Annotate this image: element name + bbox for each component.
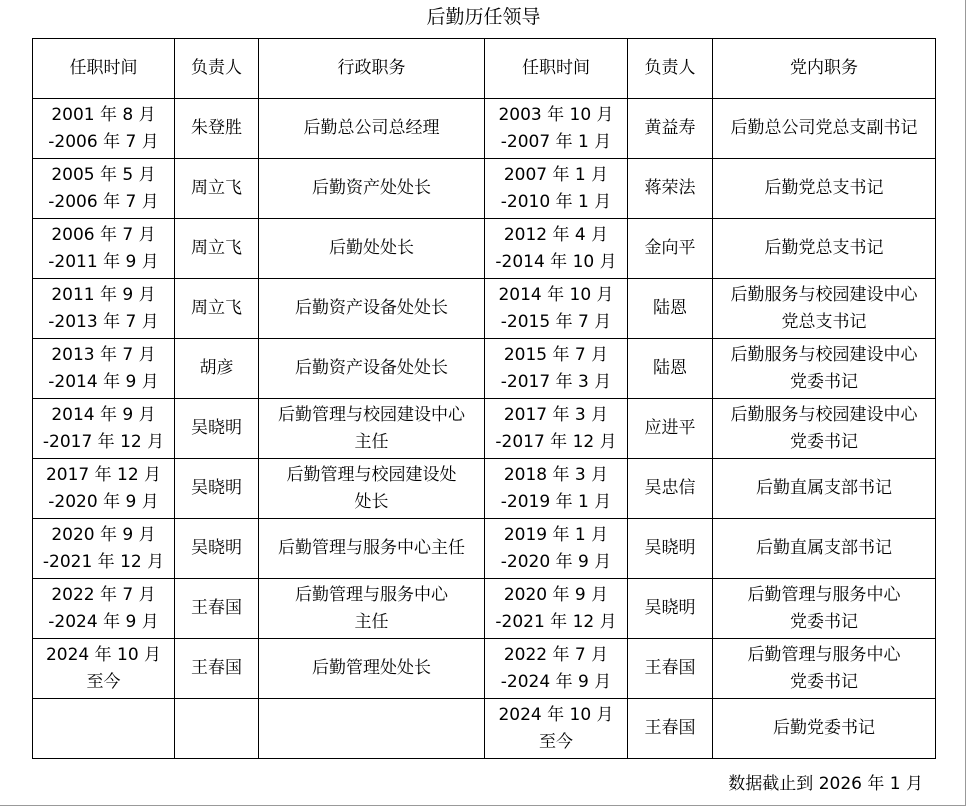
cell-line: -2021 年 12 月: [495, 611, 617, 632]
cell-line: 后勤总公司总经理: [303, 118, 440, 138]
party-time-cell: [485, 279, 628, 339]
party-person-cell: 应进平: [628, 399, 713, 459]
cell-line: 党委书记: [790, 611, 858, 632]
cell-line: 后勤管理与服务中心: [747, 584, 901, 605]
cell-line: 后勤服务与校园建设中心: [730, 284, 918, 305]
admin-time-cell: [33, 279, 175, 339]
cell-line: 后勤服务与校园建设中心: [730, 404, 918, 425]
admin-time-cell: [33, 459, 175, 519]
party-person-cell: 王春国: [628, 639, 713, 699]
cell-line: -2020 年 9 月: [500, 551, 612, 572]
party-time-cell: [485, 579, 628, 639]
cell-line: 至今: [86, 671, 121, 692]
cell-line: -2020 年 9 月: [48, 491, 159, 512]
table-header-row: [33, 39, 936, 99]
table-row: [33, 219, 936, 279]
admin-title-cell: [259, 519, 485, 579]
admin-title-cell: [259, 639, 485, 699]
cell-line: 后勤管理与服务中心: [295, 584, 448, 605]
cell-line: 2014 年 9 月: [51, 404, 156, 425]
cell-line: 2024 年 10 月: [498, 704, 614, 725]
party-time-cell: [485, 219, 628, 279]
cell-line: 后勤资产处处长: [312, 178, 431, 198]
cell-line: 党总支书记: [781, 311, 867, 332]
cell-line: -2015 年 7 月: [500, 311, 612, 332]
cell-line: 后勤直属支部书记: [756, 478, 892, 498]
cell-line: 2018 年 3 月: [503, 464, 609, 485]
party-person-cell: 蒋荣法: [628, 159, 713, 219]
party-person-cell: 黄益寿: [628, 99, 713, 159]
party-person-cell: 吴晓明: [628, 519, 713, 579]
party-time-cell: [485, 519, 628, 579]
party-title-cell: [713, 399, 936, 459]
party-title-cell: [713, 219, 936, 279]
party-title-cell: [713, 459, 936, 519]
cell-line: 2006 年 7 月: [51, 224, 156, 245]
cell-line: -2019 年 1 月: [500, 491, 612, 512]
admin-person-cell: 周立飞: [175, 219, 259, 279]
cell-line: 后勤管理与服务中心: [747, 644, 901, 665]
cell-line: -2011 年 9 月: [48, 251, 159, 272]
cell-line: 2013 年 7 月: [51, 344, 156, 365]
cell-line: 后勤党总支书记: [764, 238, 884, 258]
table-row: [33, 159, 936, 219]
cell-line: 党委书记: [790, 371, 858, 392]
admin-time-cell: [33, 699, 175, 759]
admin-person-cell: 周立飞: [175, 279, 259, 339]
admin-time-cell: [33, 519, 175, 579]
cell-line: 2005 年 5 月: [51, 164, 156, 185]
party-title-cell: [713, 579, 936, 639]
admin-title-cell: [259, 219, 485, 279]
cell-line: 2017 年 3 月: [503, 404, 609, 425]
party-person-cell: 王春国: [628, 699, 713, 759]
cell-line: 2007 年 1 月: [503, 164, 609, 185]
header-party-person: 负责人: [628, 39, 713, 99]
party-title-cell: [713, 519, 936, 579]
cell-line: 2019 年 1 月: [503, 524, 609, 545]
party-person-cell: 金向平: [628, 219, 713, 279]
cell-line: 2003 年 10 月: [498, 104, 614, 125]
cell-line: 后勤管理与服务中心主任: [278, 538, 465, 558]
cell-line: -2006 年 7 月: [48, 191, 159, 212]
header-party-title: 党内职务: [713, 39, 936, 99]
admin-person-cell: 吴晓明: [175, 519, 259, 579]
cell-line: 2022 年 7 月: [51, 584, 156, 605]
data-cutoff-note: 数据截止到 2026 年 1 月: [728, 774, 923, 794]
table-row: [33, 99, 936, 159]
cell-line: 后勤服务与校园建设中心: [730, 344, 918, 365]
table-body: [33, 99, 936, 759]
cell-line: 后勤管理处处长: [312, 658, 431, 678]
cell-line: 2020 年 9 月: [503, 584, 609, 605]
party-title-cell: [713, 639, 936, 699]
cell-line: 2015 年 7 月: [503, 344, 609, 365]
cell-line: 后勤党委书记: [773, 718, 875, 738]
admin-title-cell: [259, 339, 485, 399]
admin-person-cell: 吴晓明: [175, 459, 259, 519]
cell-line: 后勤管理与校园建设处: [286, 464, 457, 485]
admin-title-cell: [259, 279, 485, 339]
cell-line: 处长: [354, 491, 389, 512]
cell-line: -2017 年 12 月: [42, 431, 165, 452]
cell-line: -2006 年 7 月: [48, 131, 159, 152]
cell-line: 2022 年 7 月: [503, 644, 609, 665]
cell-line: 2014 年 10 月: [498, 284, 614, 305]
cell-line: -2013 年 7 月: [48, 311, 159, 332]
party-time-cell: [485, 399, 628, 459]
party-title-cell: [713, 159, 936, 219]
cell-line: -2017 年 12 月: [495, 431, 617, 452]
admin-person-cell: 朱登胜: [175, 99, 259, 159]
party-time-cell: [485, 339, 628, 399]
cell-line: -2014 年 9 月: [48, 371, 159, 392]
cell-line: -2014 年 10 月: [495, 251, 617, 272]
header-admin-person: 负责人: [175, 39, 259, 99]
cell-line: 后勤资产设备处处长: [295, 358, 448, 378]
cell-line: 2012 年 4 月: [503, 224, 609, 245]
header-admin-time: 任职时间: [33, 39, 175, 99]
header-party-time: 任职时间: [485, 39, 628, 99]
admin-person-cell: [175, 699, 259, 759]
table-row: [33, 519, 936, 579]
cell-line: 主任: [354, 431, 389, 452]
party-time-cell: [485, 459, 628, 519]
admin-time-cell: [33, 159, 175, 219]
table-row: [33, 639, 936, 699]
header-admin-title: 行政职务: [259, 39, 485, 99]
party-person-cell: 陆恩: [628, 279, 713, 339]
admin-person-cell: 周立飞: [175, 159, 259, 219]
cell-line: 后勤管理与校园建设中心: [278, 404, 465, 425]
admin-title-cell: [259, 699, 485, 759]
cell-line: 后勤总公司党总支副书记: [730, 118, 918, 138]
admin-person-cell: 王春国: [175, 639, 259, 699]
leaders-table: [32, 38, 936, 759]
table-row: [33, 279, 936, 339]
cell-line: 后勤处处长: [329, 238, 414, 258]
admin-time-cell: [33, 339, 175, 399]
party-title-cell: [713, 699, 936, 759]
party-time-cell: [485, 639, 628, 699]
admin-title-cell: [259, 579, 485, 639]
party-person-cell: 吴晓明: [628, 579, 713, 639]
admin-person-cell: 王春国: [175, 579, 259, 639]
cell-line: 2001 年 8 月: [51, 104, 156, 125]
cell-line: 后勤资产设备处处长: [295, 298, 448, 318]
party-time-cell: [485, 699, 628, 759]
party-person-cell: 吴忠信: [628, 459, 713, 519]
cell-line: 至今: [539, 731, 573, 752]
cell-line: 2011 年 9 月: [51, 284, 156, 305]
cell-line: -2007 年 1 月: [500, 131, 612, 152]
cell-line: -2010 年 1 月: [500, 191, 612, 212]
table-row: [33, 579, 936, 639]
cell-line: -2021 年 12 月: [42, 551, 165, 572]
cell-line: 后勤直属支部书记: [756, 538, 892, 558]
cell-line: -2024 年 9 月: [48, 611, 159, 632]
party-person-cell: 陆恩: [628, 339, 713, 399]
admin-title-cell: [259, 399, 485, 459]
admin-time-cell: [33, 579, 175, 639]
party-title-cell: [713, 339, 936, 399]
admin-title-cell: [259, 459, 485, 519]
cell-line: 后勤党总支书记: [764, 178, 884, 198]
table-row: [33, 399, 936, 459]
page-title: 后勤历任领导: [426, 6, 541, 28]
admin-person-cell: 胡彦: [175, 339, 259, 399]
table-row: [33, 699, 936, 759]
cell-line: 党委书记: [790, 671, 858, 692]
admin-title-cell: [259, 99, 485, 159]
cell-line: -2017 年 3 月: [500, 371, 612, 392]
party-title-cell: [713, 279, 936, 339]
party-time-cell: [485, 159, 628, 219]
admin-time-cell: [33, 639, 175, 699]
table-row: [33, 459, 936, 519]
party-title-cell: [713, 99, 936, 159]
admin-person-cell: 吴晓明: [175, 399, 259, 459]
admin-time-cell: [33, 219, 175, 279]
table-row: [33, 339, 936, 399]
admin-time-cell: [33, 99, 175, 159]
cell-line: 2020 年 9 月: [51, 524, 156, 545]
cell-line: 主任: [354, 611, 389, 632]
cell-line: 2017 年 12 月: [45, 464, 162, 485]
party-time-cell: [485, 99, 628, 159]
admin-time-cell: [33, 399, 175, 459]
cell-line: -2024 年 9 月: [500, 671, 612, 692]
admin-title-cell: [259, 159, 485, 219]
cell-line: 党委书记: [790, 431, 858, 452]
cell-line: 2024 年 10 月: [45, 644, 162, 665]
